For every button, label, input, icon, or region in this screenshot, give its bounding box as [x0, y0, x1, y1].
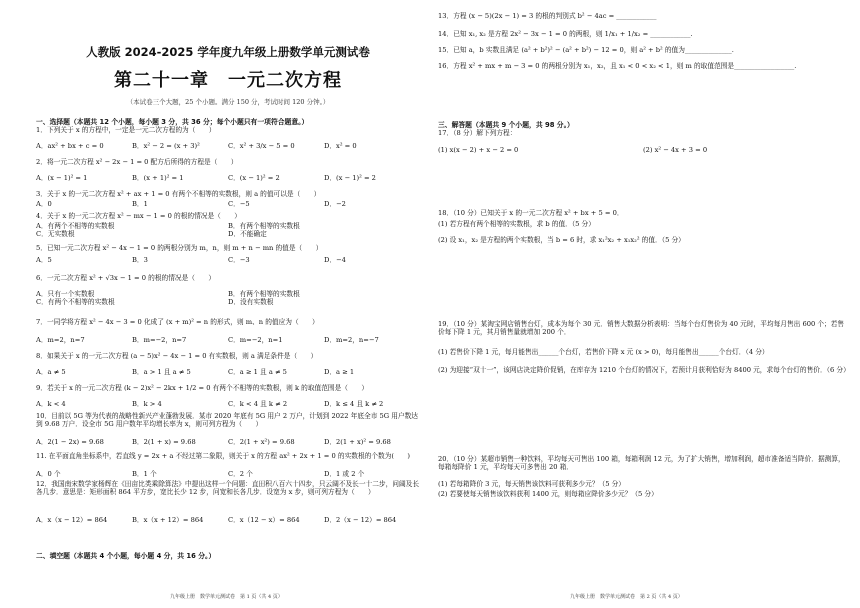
- option: B．有两个相等的实数根: [228, 290, 300, 298]
- option: D．不能确定: [228, 230, 267, 238]
- option: B．1: [132, 200, 148, 208]
- question-17: 17．（8 分）解下列方程：: [438, 129, 517, 137]
- option: D．(x − 1)² = 2: [324, 174, 376, 182]
- question-20-part-2: (2) 若要使每天销售该饮料获利 1400 元，则每箱应降价多少元？（5 分）: [438, 490, 658, 498]
- question-14: 14．已知 x₁, x₂ 是方程 2x² − 3x − 1 = 0 的两根，则 1/x₁ + 1/x₂ = ____________.: [438, 30, 693, 38]
- question-19: 19．（10 分）某淘宝网店销售台灯，成本为每个 30 元．销售大数据分析表明：当每个台灯售价为 40 元时，平均每月售出 600 个；若售价每下降 1 元，其月销售量就增加 200 个．: [438, 320, 845, 336]
- option: C．x² + 3/x − 5 = 0: [228, 142, 295, 150]
- option: C．−3: [228, 256, 250, 264]
- option: A．ax² + bx + c = 0: [36, 142, 104, 150]
- question-7: 7．一同学将方程 x² − 4x − 3 = 0 化成了 (x + m)² = n 的形式，则 m、n 的值应为（ ）: [36, 318, 319, 326]
- option: D．−4: [324, 256, 346, 264]
- question-5: 5．已知一元二次方程 x² − 4x − 1 = 0 的两根分别为 m，n，则 m + n − mn 的值是（ ）: [36, 244, 323, 252]
- option: B．k > 4: [132, 400, 162, 408]
- question-6-options: [36, 290, 420, 306]
- option: A．0: [36, 200, 52, 208]
- option: D．2（x − 12）= 864: [324, 516, 397, 524]
- option: A．k < 4: [36, 400, 66, 408]
- question-12: 12．我国南宋数学家杨辉在《田亩比类乘除算法》中提出这样一个问题：直田积八百六十四步，只云阔不及长一十二步，问阔及长各几步．意思是：矩形面积 864 平方步，宽比长少 12 步，问宽和长各几步．设宽为 x 步，则可列方程为（ ）: [36, 480, 420, 496]
- option: A．5: [36, 256, 52, 264]
- option: B．a > 1 且 a ≠ 5: [132, 368, 191, 376]
- question-16: 16．方程 x² + mx + m − 3 = 0 的两根分别为 x₁，x₂，且 x₁ < 0 < x₂ < 1，则 m 的取值范围是__________________.: [438, 62, 797, 70]
- option: D．k ≤ 4 且 k ≠ 2: [324, 400, 384, 408]
- question-3: 3．关于 x 的一元二次方程 x² + ax + 1 = 0 有两个不相等的实数根，则 a 的值可以是（ ）: [36, 190, 321, 198]
- option: A．有两个不相等的实数根: [36, 222, 115, 230]
- question-20: 20．（10 分）某超市销售一种饮料，平均每天可售出 100 箱，每箱利润 12 元，为了扩大销售，增加利润，超市准备适当降价．据测算，每箱每降价 1 元，平均每天可多售出 20 箱．: [438, 455, 845, 471]
- option: A．2(1 − 2x) = 9.68: [36, 438, 104, 446]
- question-4: 4．关于 x 的一元二次方程 x² − mx − 1 = 0 的根的情况是（ ）: [36, 212, 241, 220]
- option: C．k < 4 且 k ≠ 2: [228, 400, 288, 408]
- question-13: 13．方程 (x − 5)(2x − 1) = 3 的根的判别式 b² − 4ac = ____________: [438, 12, 657, 20]
- question-18: 18．（10 分）已知关于 x 的一元二次方程 x² + bx + 5 = 0．: [438, 209, 624, 217]
- section-1-heading: 一、选择题（本题共 12 个小题，每小题 3 分，共 36 分；每个小题只有一项符合题意。）: [36, 118, 309, 126]
- option: B．x（x + 12）= 864: [132, 516, 204, 524]
- question-18-part-1: (1) 若方程有两个相等的实数根，求 b 的值．（5 分）: [438, 220, 595, 228]
- option: D．1 或 2 个: [324, 470, 365, 478]
- question-8-options: [36, 368, 420, 376]
- question-17-part-1: (1) x(x − 2) + x − 2 = 0: [438, 146, 519, 154]
- page-footer: 九年级上册 数学单元测试卷 第 1 页（共 4 页）: [170, 594, 283, 600]
- question-2-options: [36, 174, 420, 182]
- question-5-options: [36, 256, 420, 264]
- option: A．m=2，n=7: [36, 336, 85, 344]
- option: B．3: [132, 256, 148, 264]
- question-6: 6．一元二次方程 x² + √3x − 1 = 0 的根的情况是（ ）: [36, 274, 216, 282]
- option: C．m=−2，n=1: [228, 336, 283, 344]
- question-15: 15．已知 a，b 实数且满足 (a² + b²)² − (a² + b²) − 12 = 0，则 a² + b² 的值为______________.: [438, 46, 734, 54]
- option: C．有两个不相等的实数根: [36, 298, 115, 306]
- option: D．a ≥ 1: [324, 368, 355, 376]
- chapter-title: 第二十一章 一元二次方程: [114, 70, 342, 91]
- question-1: 1．下列关于 x 的方程中，一定是一元二次方程的为（ ）: [36, 126, 216, 134]
- page-right: [430, 0, 860, 608]
- option: C．−5: [228, 200, 250, 208]
- question-9-options: [36, 400, 420, 408]
- question-19-part-2: (2) 为迎接“双十一”，该网店决定降价促销，在库存为 1210 个台灯的情况下，若预计月获利恰好为 8400 元，求每个台灯的售价．（6 分）: [438, 366, 850, 374]
- page-footer: 九年级上册 数学单元测试卷 第 2 页（共 4 页）: [570, 594, 683, 600]
- option: A．只有一个实数根: [36, 290, 95, 298]
- question-12-options: [36, 516, 420, 524]
- question-1-options: [36, 142, 420, 150]
- question-10-options: [36, 438, 420, 446]
- option: D．没有实数根: [228, 298, 274, 306]
- option: D．m=2，n=−7: [324, 336, 379, 344]
- option: A．a ≠ 5: [36, 368, 66, 376]
- option: A．(x − 1)² = 1: [36, 174, 88, 182]
- section-2-heading: 二、填空题（本题共 4 个小题，每小题 4 分，共 16 分。）: [36, 552, 216, 560]
- option: D．x² = 0: [324, 142, 357, 150]
- option: D．2(1 + x)² = 9.68: [324, 438, 391, 446]
- question-20-part-1: (1) 若每箱降价 3 元，每天销售该饮料可获利多少元？（5 分）: [438, 480, 625, 488]
- question-18-part-2: (2) 设 x₁，x₂ 是方程的两个实数根，当 b = 6 时，求 x₁²x₂ + x₁x₂² 的值．（5 分）: [438, 236, 685, 244]
- exam-note: （本试卷三个大题，25 个小题。满分 150 分，考试时间 120 分钟。）: [126, 98, 330, 106]
- option: C．2 个: [228, 470, 253, 478]
- option: C．(x − 1)² = 2: [228, 174, 280, 182]
- option: C．2(1 + x²) = 9.68: [228, 438, 295, 446]
- option: C．无实数根: [36, 230, 75, 238]
- option: B．有两个相等的实数根: [228, 222, 300, 230]
- question-3-options: [36, 200, 420, 208]
- question-10: 10．目前以 5G 等为代表的战略性新兴产业蓬勃发展．某市 2020 年底有 5G 用户 2 万户，计划到 2022 年底全市 5G 用户数达到 9.68 万户．设全市 5G 用户数年平均增长率为 x，则可列方程为（ ）: [36, 412, 418, 428]
- question-19-part-1: (1) 若售价下降 1 元，每月能售出______个台灯，若售价下降 x 元 (x > 0)，每月能售出______个台灯．（4 分）: [438, 348, 769, 356]
- question-7-options: [36, 336, 420, 344]
- question-17-part-2: (2) x² − 4x + 3 = 0: [643, 146, 708, 154]
- question-11-options: [36, 470, 420, 478]
- exam-title: 人教版 2024-2025 学年度九年级上册数学单元测试卷: [86, 45, 370, 59]
- option: B．2(1 + x) = 9.68: [132, 438, 196, 446]
- option: C．x（12 − x）= 864: [228, 516, 300, 524]
- question-2: 2．将一元二次方程 x² − 2x − 1 = 0 配方后所得的方程是（ ）: [36, 158, 238, 166]
- option: B．m=−2，n=7: [132, 336, 187, 344]
- option: B．(x + 1)² = 1: [132, 174, 184, 182]
- question-9: 9．若关于 x 的一元二次方程 (k − 2)x² − 2kx + 1/2 = 0 有两个不相等的实数根，则 k 的取值范围是（ ）: [36, 384, 369, 392]
- question-11: 11. 在平面直角坐标系中，若直线 y = 2x + a 不经过第二象限，则关于 x 的方程 ax² + 2x + 1 = 0 的实数根的个数为( ): [36, 452, 410, 460]
- question-8: 8．如果关于 x 的一元二次方程 (a − 5)x² − 4x − 1 = 0 有实数根，则 a 满足条件是（ ）: [36, 352, 318, 360]
- section-3-heading: 三、解答题（本题共 9 个小题，共 98 分。）: [438, 121, 574, 129]
- option: B．x² − 2 = (x + 3)²: [132, 142, 200, 150]
- option: C．a ≥ 1 且 a ≠ 5: [228, 368, 287, 376]
- question-4-options: [36, 222, 420, 238]
- option: D．−2: [324, 200, 346, 208]
- option: A．0 个: [36, 470, 61, 478]
- option: A．x（x − 12）= 864: [36, 516, 108, 524]
- option: B．1 个: [132, 470, 157, 478]
